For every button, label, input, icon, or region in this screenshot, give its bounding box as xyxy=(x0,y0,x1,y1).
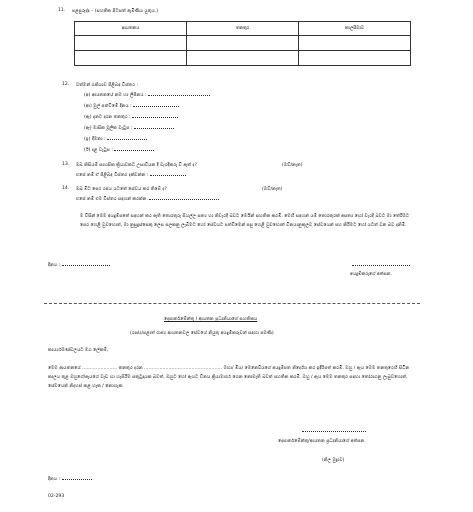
certificate-subheading: (රාජ්‍ය/පළාත් රාජ්‍ය ආයතනවල සේවයේ නියුතු අයදුම්කරුවන් සඳහා පමණි) xyxy=(130,331,274,336)
q12-item-field[interactable] xyxy=(132,114,178,118)
table-cell[interactable] xyxy=(187,35,299,50)
date-field[interactable] xyxy=(62,262,110,266)
q12-item-label: (ඊ) දළ වැටුප : xyxy=(84,148,113,153)
q13-field[interactable] xyxy=(150,172,186,176)
q11-text: පළපුරුද්ද – (සහතික පිටපත් ඇමිණිය යුතුය.) xyxy=(72,9,159,14)
q13-option[interactable]: (ඔව්/නැත) xyxy=(282,163,303,168)
q12-item-label: (ආ) මුල් පත්වීමේ දිනය : xyxy=(84,104,132,109)
q12-item-field[interactable] xyxy=(133,103,179,107)
table-row xyxy=(75,50,411,65)
form-code: 02-293 xyxy=(48,494,65,499)
table-header-row xyxy=(75,22,411,36)
table-header: තනතුර xyxy=(187,22,299,36)
q14-option[interactable]: (ඔව්/නැත) xyxy=(262,187,283,192)
table-cell[interactable] xyxy=(75,50,187,65)
date-label: දිනය : xyxy=(48,263,61,268)
q14-field[interactable] xyxy=(149,196,219,200)
q12-item-field[interactable] xyxy=(107,136,147,140)
q12-item-field[interactable] xyxy=(134,125,174,129)
q13-number: 13. xyxy=(62,162,70,167)
q14-line2: එසේ නම් එම විස්තර සඳහන් කරන්න. xyxy=(76,197,148,202)
q11-number: 11. xyxy=(58,8,66,13)
table-header: ආයතනය xyxy=(75,22,187,36)
signature-field[interactable] xyxy=(352,262,410,266)
q12-item-label: (ඇ) දැනට දරන තනතුර : xyxy=(84,115,131,120)
q12-item-field[interactable] xyxy=(148,92,210,96)
table-cell[interactable] xyxy=(187,50,299,65)
table-cell[interactable] xyxy=(299,35,411,50)
q13-line2: එසේ නම් ඒ පිළිබඳ විස්තර දක්වන්න : xyxy=(76,173,149,178)
q12-item-field[interactable] xyxy=(114,147,154,151)
table-cell[interactable] xyxy=(75,35,187,50)
q12-item-label: (ඈ) මාසික මූලික වැටුප : xyxy=(84,126,133,131)
q14-number: 14. xyxy=(62,186,70,191)
head-signature-field[interactable] xyxy=(302,428,366,432)
table-cell[interactable] xyxy=(299,50,411,65)
q13-line1: ඔබ කිසියම් සාහසික ක්‍රියාවකට උසාවියක දී වැරදිකරු වී ඇත් ද? xyxy=(76,163,197,168)
head-signature-label: දෙපාර්තමේන්තු/ආයතන ප්‍රධානියාගේ අත්සන. xyxy=(278,439,366,444)
q12-number: 12. xyxy=(62,82,70,87)
certificate-body: මෙම ආයතනයේ ………………….. තනතුර දරන …………………………………………… මහා/ මිය/ මෙනෙවියගේ අයදුම්පත නිර්දේශ කර ඉදිරිපත් කරමි. ඔහු / ඇය මෙම තනතුරෙහි සිටින කාලය තුළ ඔහුගේ/ඇයගේ වැඩ හා හැසිරීම සතුටුදායක බවත්, ඔහුට හෝ ඇයට විනය ක්‍රියාමාර්ග ගෙන නොමැති බවත් සහතික කරමි. ඔහු / ඇය මෙම තනතුර සඳහා තෝරාගනු ලැබුවහොත්, සේවයෙන් නිදහස් කළ හැක / නොහැක. xyxy=(48,366,410,389)
q14-line1: ඔබ මීට පෙර රජය යටතේ සේවය කර තිබේ ද? xyxy=(76,187,167,192)
applicant-signature-label: අයදුම්කරුගේ අත්සන. xyxy=(350,272,392,277)
table-header: කාලසීමාව xyxy=(299,22,411,36)
q12-title: වත්මන් රැකියාව පිළිබඳ විස්තර : xyxy=(76,83,139,88)
certificate-heading: දෙපාර්තමේන්තු / ආයතන ප්‍රධානියාගේ සහතිකය xyxy=(164,317,258,322)
declaration-text: ම විසින් මෙම අයදුම්පතේ සඳහන් කර ඇති තොරතුරු සියල්ල සත්‍ය හා නිවැරදි බවට මෙයින් සහතික කරමි. මෙහි සඳහන් යම් තොරතුරක් අසත්‍ය හෝ වැරදි බවට මා තේරීමට පෙර හෙළි වුවහොත්, මා නුසුදුස්සෙකු ලෙස සලකනු ලැබීමට හෝ සේවයට පත්වීමෙන් පසු හෙළි වුවහොත් විනයානුකූලව සේවයෙන් පහ කිරීමට හෝ යටත් වන බව දනිමි. xyxy=(80,214,410,228)
official-seal-label: (නිල මුද්‍රාව) xyxy=(322,458,345,463)
date-label-2: දිනය : xyxy=(48,477,61,482)
addressee: කාර්ය්‍යමණ්ඩලයට මග ලේකම්, xyxy=(48,348,109,353)
table-row xyxy=(75,35,411,50)
q12-item-label: (ඉ) දීමනා : xyxy=(84,137,106,142)
experience-table xyxy=(74,21,411,66)
section-divider xyxy=(44,303,420,304)
q12-item-label: (අ) ආයතනයේ නම හා ලිපිනය : xyxy=(84,93,147,98)
date-field-2[interactable] xyxy=(62,476,92,480)
